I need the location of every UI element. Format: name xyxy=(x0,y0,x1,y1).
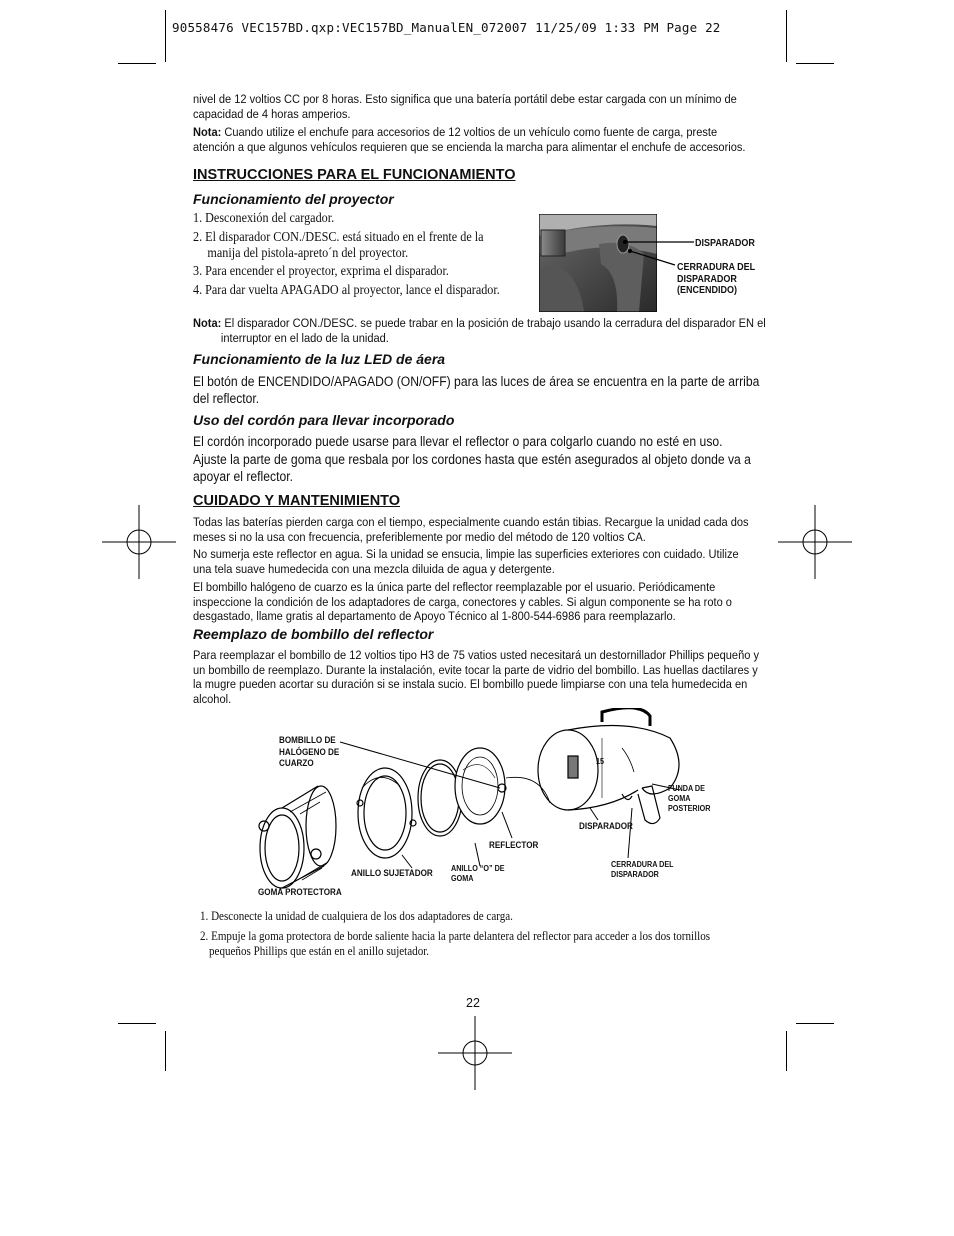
final-step-2: 2. Empuje la goma protectora de borde saliente hacia la parte delantera del reflector para acceder a los dos tornillos pequeños Phillips que están en el anillo sujetador. xyxy=(200,929,711,958)
crop-mark xyxy=(165,10,166,62)
step-2: 2. El disparador CON./DESC. está situado en el frente de la manija del pistola-apreto´n del proyector. xyxy=(193,229,484,260)
diagram-label-bombillo: BOMBILLO DE HALÓGENO DE CUARZO xyxy=(279,735,340,768)
diagram-mark-15: 15 xyxy=(596,757,605,766)
step-3: 3. Para encender el proyector, exprima el disparador. xyxy=(193,263,449,278)
section-heading-instrucciones: INSTRUCCIONES PARA EL FUNCIONAMIENTO xyxy=(193,167,516,183)
intro-note xyxy=(193,125,760,154)
subheading-led: Funcionamiento de la luz LED de áera xyxy=(193,351,446,367)
goma-protectora-part xyxy=(259,786,336,888)
reflector-part xyxy=(455,748,506,824)
led-text: El botón de ENCENDIDO/APAGADO (ON/OFF) para las luces de área se encuentra en la parte de arriba del reflector. xyxy=(193,374,760,406)
cuidado-paragraph-1: Todas las baterías pierden carga con el tiempo, especialmente cuando están tibias. Recargue la unidad cada dos meses si no la usa con frecuencia, preferiblemente por medio del método de 120 voltios CA. xyxy=(193,515,749,544)
crop-mark xyxy=(118,1023,156,1024)
diagram-label-disparador: DISPARADOR xyxy=(579,821,633,831)
cordon-text-1: El cordón incorporado puede usarse para llevar el reflector o para colgarlo cuando no esté en uso. xyxy=(193,434,723,449)
photo-label-disparador: DISPARADOR xyxy=(695,238,755,249)
step-4: 4. Para dar vuelta APAGADO al proyector, lance el disparador. xyxy=(193,282,500,297)
photo-label-cerradura: CERRADURA DEL DISPARADOR (ENCENDIDO) xyxy=(677,262,756,296)
crop-mark xyxy=(786,10,787,62)
crop-mark xyxy=(796,1023,834,1024)
final-step-1: 1. Desconecte la unidad de cualquiera de los dos adaptadores de carga. xyxy=(200,909,513,923)
subheading-proyector: Funcionamiento del proyector xyxy=(193,191,394,207)
diagram-label-anillo-o: ANILLO “O” DE GOMA xyxy=(451,864,505,883)
subheading-reemplazo: Reemplazo de bombillo del reflector xyxy=(193,626,434,642)
anillo-sujetador-part xyxy=(357,768,416,858)
diagram-label-funda: FUNDA DE GOMA POSTERIOR xyxy=(668,784,711,813)
intro-paragraph: nivel de 12 voltios CC por 8 horas. Esto significa que una batería portátil debe estar cargada con un mínimo de capacidad de 4 horas amperios. xyxy=(193,92,737,121)
cuidado-paragraph-3: El bombillo halógeno de cuarzo es la única parte del reflector reemplazable por el usuario. Periódicamente inspeccione la condición de los adaptadores de carga, conectores y cables. Si algun componente se ha roto o desgastado, llame gratis al departamento de Apoyo Técnico al 1-800-544-6986 para reemplazarlo. xyxy=(193,580,732,624)
proyector-note xyxy=(193,316,788,345)
diagram-label-anillo-sujetador: ANILLO SUJETADOR xyxy=(351,868,433,878)
registration-mark-right xyxy=(778,505,852,579)
crop-mark xyxy=(786,1031,787,1071)
crop-mark xyxy=(796,63,834,64)
anillo-o-part xyxy=(418,760,462,836)
page-number: 22 xyxy=(466,996,480,1010)
note-text: El disparador CON./DESC. se puede trabar en la posición de trabajo usando la cerradura del disparador EN el interruptor en el lado de la unidad. xyxy=(220,316,766,345)
cordon-text-2: Ajuste la parte de goma que resbala por los cordones hasta que estén asegurados al objeto donde va a apoyar el reflector. xyxy=(193,452,751,484)
registration-mark-bottom xyxy=(438,1016,512,1090)
section-heading-cuidado: CUIDADO Y MANTENIMIENTO xyxy=(193,493,401,509)
proyector-steps xyxy=(193,210,549,298)
subheading-cordon: Uso del cordón para llevar incorporado xyxy=(193,412,455,428)
diagram-label-reflector: REFLECTOR xyxy=(489,840,539,850)
note-text: Cuando utilize el enchufe para accesorios de 12 voltios de un vehículo como fuente de carga, preste atención a que algunos vehículos requieren que se encienda la marcha para alimentar el enchufe de accesorios. xyxy=(193,125,746,154)
note-label: Nota: xyxy=(193,125,222,139)
cuidado-paragraph-2: No sumerja este reflector en agua. Si la unidad se ensucia, limpie las superficies exteriores con cuidado. Utilize una tela suave humedecida con una mezcla diluida de agua y detergente. xyxy=(193,547,739,576)
crop-mark xyxy=(118,63,156,64)
print-slug: 90558476 VEC157BD.qxp:VEC157BD_ManualEN_072007 11/25/09 1:33 PM Page 22 xyxy=(172,20,721,35)
step-1: 1. Desconexión del cargador. xyxy=(193,210,335,225)
note-label: Nota: xyxy=(193,316,222,330)
registration-mark-left xyxy=(102,505,176,579)
reemplazo-text: Para reemplazar el bombillo de 12 voltios tipo H3 de 75 vatios usted necesitará un destornillador Phillips pequeño y un bombillo de reemplazo. Durante la instalación, evite tocar la parte de vidrio del bombillo. Las huellas dactilares y la mugre pueden acortar su duración si se instala sucio. El bombillo puede limpiarse con una tela humedecida en alcohol. xyxy=(193,648,760,706)
crop-mark xyxy=(165,1031,166,1071)
body-part xyxy=(538,708,679,824)
diagram-label-cerradura: CERRADURA DEL DISPARADOR xyxy=(611,860,674,879)
diagram-label-goma-protectora: GOMA PROTECTORA xyxy=(258,887,342,897)
